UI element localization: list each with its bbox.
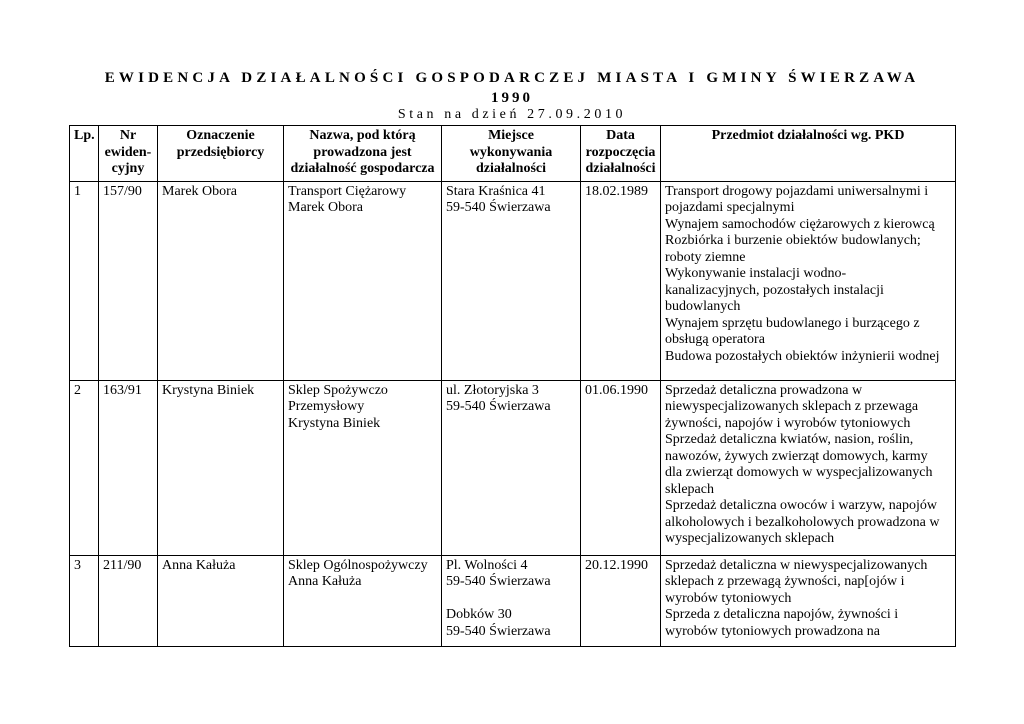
text-line: Marek Obora [288, 200, 364, 215]
text-line: Nr [119, 128, 137, 143]
header-przedmiot [661, 126, 956, 182]
text-line: działalność gospodarcza [290, 161, 435, 176]
text-line: 59-540 Świerzawa [446, 574, 551, 589]
header-miejsce [442, 126, 581, 182]
text-line: żywności, napojów i wyrobów tytoniowych [665, 415, 911, 431]
document-year: 1990 [491, 90, 533, 106]
header-data [581, 126, 661, 182]
text-line: działalności [585, 161, 656, 176]
text-line: sklepach z przewagą żywności, nap[ojów i [665, 574, 905, 589]
text-line: alkoholowych i bezalkoholowych prowadzona w [665, 514, 940, 530]
text-line: Sprzedaż detaliczna w niewyspecjalizowanych [665, 557, 928, 573]
text-line: Przedmiot działalności wg. PKD [711, 128, 905, 143]
text-line: obsługą operatora [665, 332, 765, 347]
cell-miejsce [442, 181, 581, 380]
text-line: Sprzeda z detaliczna napojów, żywności i [665, 607, 899, 622]
text-line: pojazdami specjalnymi [665, 200, 795, 215]
document-title: EWIDENCJA DZIAŁALNOŚCI GOSPODARCZEJ MIASTA I GMINY ŚWIERZAWA [104, 70, 920, 86]
text-line: Sklep Ogólnospożywczy [288, 557, 428, 573]
text-line: Sprzedaż detaliczna owoców i warzyw, napojów [665, 498, 937, 513]
table-row [70, 380, 956, 555]
text-line: wyspecjalizowanych sklepach [665, 531, 835, 546]
text-line: wykonywania [469, 144, 553, 160]
cell-lp: 2 [70, 380, 99, 555]
text-line: Wykonywanie instalacji wodno- [665, 266, 847, 281]
text-line: Budowa pozostałych obiektów inżynierii wodnej [665, 348, 940, 364]
text-line: ul. Złotoryjska 3 [446, 382, 539, 398]
text-line: Rozbiórka i burzenie obiektów budowlanych; [665, 233, 921, 248]
text-line: Anna Kałuża [288, 574, 362, 589]
table-row [70, 181, 956, 380]
text-line: Miejsce [488, 128, 534, 143]
text-line: rozpoczęcia [585, 144, 656, 160]
cell-nr: 157/90 [99, 181, 158, 380]
text-line: dla zwierząt domowych w wyspecjalizowanych [665, 465, 933, 480]
text-line: nawozów, żywych zwierząt domowych, karmy [665, 448, 928, 464]
cell-miejsce [442, 380, 581, 555]
registry-table [69, 125, 956, 647]
text-line: Sprzedaż detaliczna kwiatów, nasion, roślin, [665, 432, 914, 447]
text-line [446, 591, 576, 608]
text-line: ewiden- [104, 144, 152, 160]
text-line: cyjny [111, 161, 145, 176]
text-line: Wynajem sprzętu budowlanego i burzącego z [665, 315, 920, 331]
text-line: Transport Ciężarowy [288, 183, 407, 199]
table-row [70, 555, 956, 646]
text-line: działalności [475, 161, 546, 176]
text-line: sklepach [665, 481, 714, 497]
text-line: przedsiębiorcy [176, 144, 265, 160]
text-line: 59-540 Świerzawa [446, 623, 551, 639]
header-oznaczenie [158, 126, 284, 182]
cell-nr: 211/90 [99, 555, 158, 646]
text-line: Data [606, 128, 635, 143]
text-line: roboty ziemne [665, 249, 746, 265]
text-line: Wynajem samochodów ciężarowych z kierowcą [665, 216, 935, 232]
cell-przedmiot [661, 555, 956, 646]
status-date: Stan na dzień 27.09.2010 [397, 107, 627, 122]
text-line: Lp. [74, 128, 95, 143]
cell-nazwa [284, 555, 442, 646]
cell-data: 20.12.1990 [581, 555, 661, 646]
text-line: Stara Kraśnica 41 [446, 183, 546, 199]
cell-przedmiot [661, 181, 956, 380]
text-line: wyrobów tytoniowych prowadzona na [665, 623, 881, 639]
header-lp [70, 126, 99, 182]
text-line: Krystyna Biniek [288, 415, 381, 431]
text-line: kanalizacyjnych, pozostałych instalacji [665, 282, 884, 298]
text-line: budowlanych [665, 299, 741, 314]
text-line: niewyspecjalizowanych sklepach z przewaga [665, 399, 919, 414]
cell-przedmiot [661, 380, 956, 555]
text-line: Dobków 30 [446, 607, 512, 622]
text-line: Transport drogowy pojazdami uniwersalnymi i [665, 183, 929, 199]
cell-data: 18.02.1989 [581, 181, 661, 380]
cell-nazwa [284, 181, 442, 380]
text-line: Oznaczenie [186, 128, 255, 143]
text-line: 59-540 Świerzawa [446, 200, 551, 215]
header-nr [99, 126, 158, 182]
cell-nr: 163/91 [99, 380, 158, 555]
cell-lp: 3 [70, 555, 99, 646]
text-line: wyrobów tytoniowych [665, 590, 792, 606]
cell-oznaczenie: Marek Obora [158, 181, 284, 380]
text-line: Sklep Spożywczo [288, 382, 388, 398]
cell-oznaczenie: Krystyna Biniek [158, 380, 284, 555]
text-line: prowadzona jest [313, 144, 412, 160]
text-line: Sprzedaż detaliczna prowadzona w [665, 382, 863, 398]
text-line: Nazwa, pod którą [309, 128, 416, 143]
text-line: 59-540 Świerzawa [446, 399, 551, 414]
header-nazwa [284, 126, 442, 182]
cell-nazwa [284, 380, 442, 555]
text-line: Przemysłowy [288, 399, 365, 414]
cell-data: 01.06.1990 [581, 380, 661, 555]
cell-miejsce [442, 555, 581, 646]
cell-oznaczenie: Anna Kałuża [158, 555, 284, 646]
cell-lp: 1 [70, 181, 99, 380]
table-header-row [70, 126, 956, 182]
text-line: Pl. Wolności 4 [446, 557, 528, 573]
